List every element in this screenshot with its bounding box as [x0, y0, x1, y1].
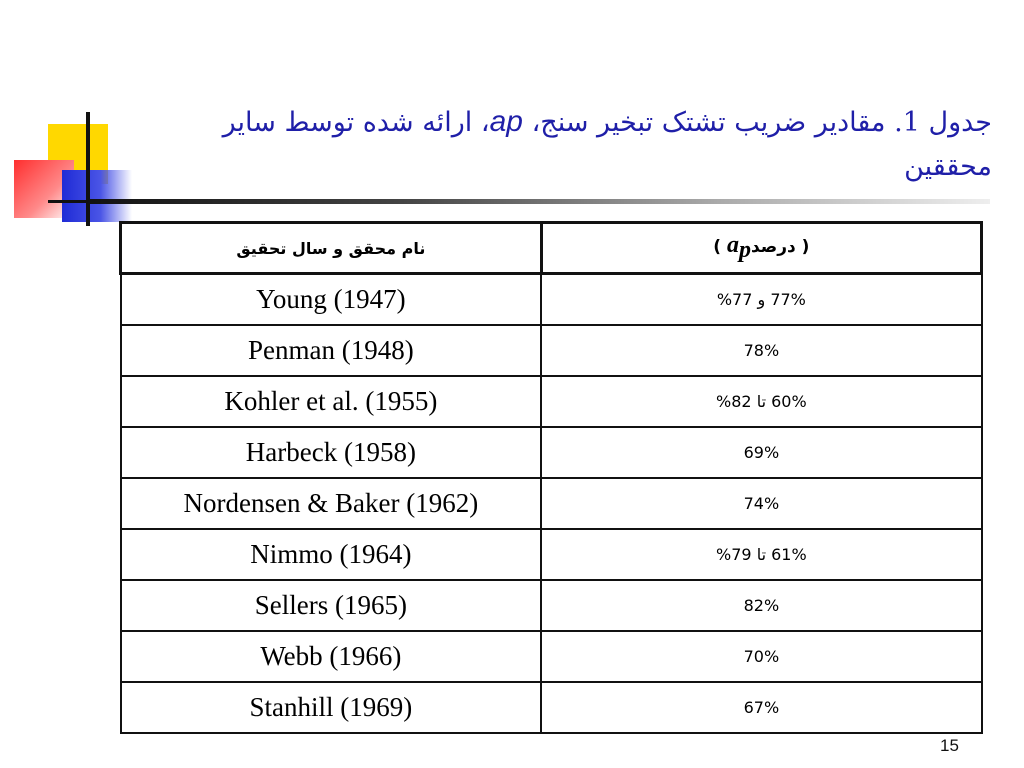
value-cell: 67%: [541, 682, 981, 733]
study-cell: Penman (1948): [121, 325, 542, 376]
header-value-symbol: a: [726, 232, 739, 259]
slide-number: 15: [940, 736, 959, 755]
value-cell: 60% تا 82%: [541, 376, 981, 427]
value-cell: 74%: [541, 478, 981, 529]
table-header-row: [121, 223, 982, 274]
red-square-decoration: [14, 160, 74, 218]
study-cell: Harbeck (1958): [121, 427, 542, 478]
yellow-square-decoration: [48, 124, 108, 184]
table-row: [121, 325, 982, 376]
table-row: [121, 580, 982, 631]
table-row: [121, 427, 982, 478]
title-number: 1.: [894, 107, 920, 138]
title-text: مقادیر ضریب تشتک تبخیر سنج،: [531, 107, 886, 138]
header-value-subscript: p: [738, 236, 751, 263]
study-cell: Webb (1966): [121, 631, 542, 682]
table-body: [121, 274, 982, 734]
study-cell: Young (1947): [121, 274, 542, 326]
slide-title: [132, 100, 992, 189]
title-symbol: ap: [489, 105, 523, 138]
short-horizontal-rule: [48, 200, 108, 203]
study-cell: Nimmo (1964): [121, 529, 542, 580]
header-study-label: نام محقق و سال تحقیق: [236, 238, 426, 258]
value-cell: 78%: [541, 325, 981, 376]
study-cell: Kohler et al. (1955): [121, 376, 542, 427]
table-row: [121, 529, 982, 580]
table-row: [121, 682, 982, 733]
study-cell: Sellers (1965): [121, 580, 542, 631]
table-row: [121, 274, 982, 326]
study-cell: Nordensen & Baker (1962): [121, 478, 542, 529]
value-cell: 61% تا 79%: [541, 529, 981, 580]
header-value: [541, 223, 981, 274]
table-row: [121, 376, 982, 427]
value-cell: 82%: [541, 580, 981, 631]
study-cell: Stanhill (1969): [121, 682, 542, 733]
title-underline-rule: [86, 199, 990, 204]
vertical-rule: [86, 112, 90, 226]
value-cell: 70%: [541, 631, 981, 682]
title-suffix: ، ارائه شده توسط سایر محققین: [222, 107, 992, 182]
table-row: [121, 478, 982, 529]
value-cell: 69%: [541, 427, 981, 478]
table-row: [121, 631, 982, 682]
header-study: [121, 223, 542, 274]
blue-square-decoration: [62, 170, 132, 222]
evaporation-pan-coefficient-table: [119, 221, 983, 734]
title-prefix: جدول: [928, 107, 992, 138]
header-value-unit: درصد: [750, 237, 796, 258]
header-value-label: ( $a_pدرصد$ ): [713, 232, 810, 263]
value-cell: 77% و 77%: [541, 274, 981, 326]
